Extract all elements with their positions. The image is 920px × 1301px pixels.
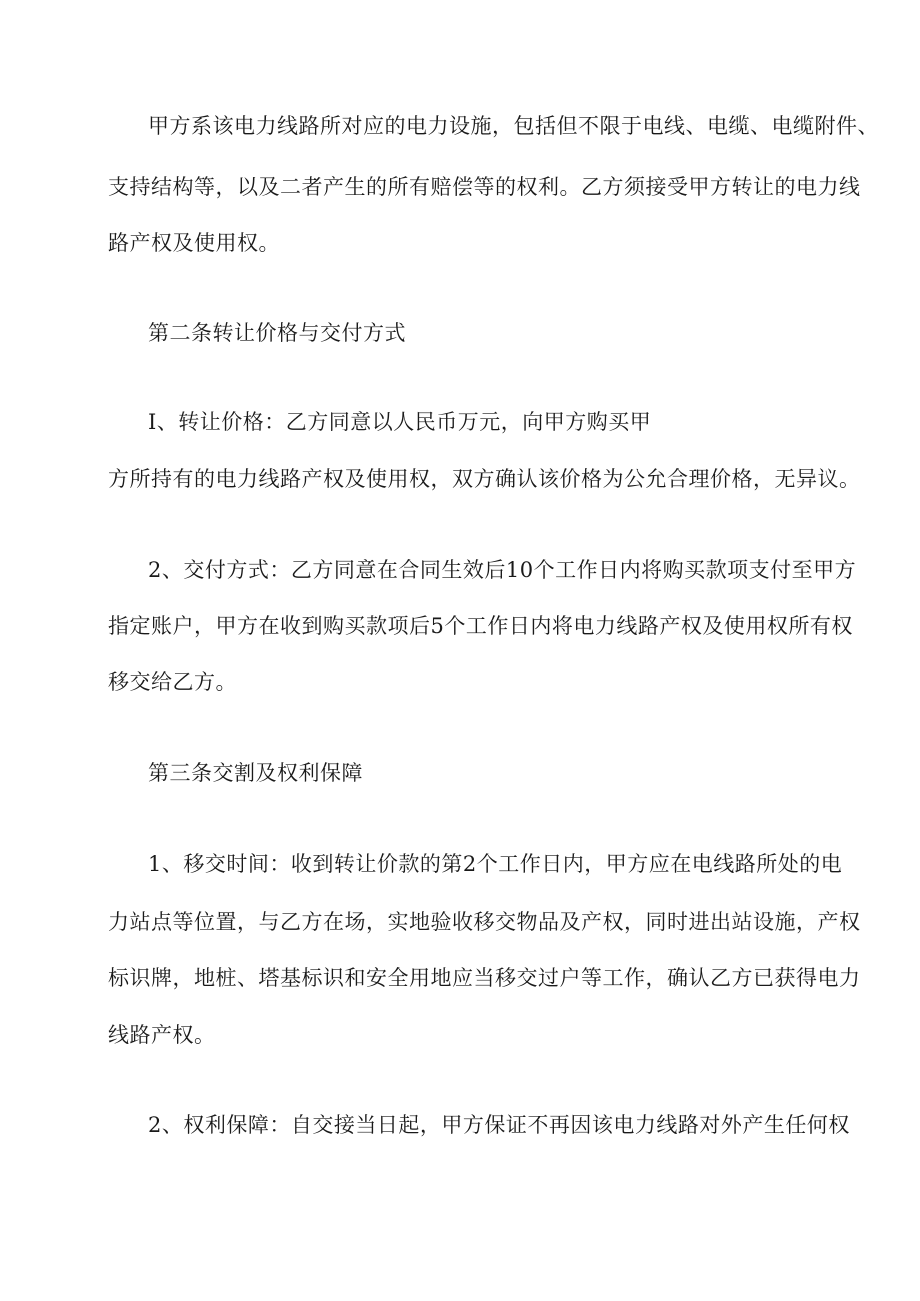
paragraph-4-line-3: 标识牌，地桩、塔基标识和安全用地应当移交过户等工作，确认乙方已获得电力 <box>108 966 861 990</box>
paragraph-2-line-2: 方所持有的电力线路产权及使用权，双方确认该价格为公允合理价格，无异议。 <box>108 467 861 491</box>
paragraph-4-line-1: 1、移交时间：收到转让价款的第2个工作日内，甲方应在电线路所处的电 <box>148 852 843 876</box>
section-heading-article-3: 第三条交割及权利保障 <box>148 761 363 785</box>
paragraph-3-line-3: 移交给乙方。 <box>108 670 237 694</box>
section-heading-article-2: 第二条转让价格与交付方式 <box>148 321 406 345</box>
paragraph-1-line-1: 甲方系该电力线路所对应的电力设施，包括但不限于电线、电缆、电缆附件、 <box>148 114 879 138</box>
paragraph-1-line-2: 支持结构等，以及二者产生的所有赔偿等的权利。乙方须接受甲方转让的电力线 <box>108 175 861 199</box>
paragraph-3-line-2: 指定账户，甲方在收到购买款项后5个工作日内将电力线路产权及使用权所有权 <box>108 614 853 638</box>
paragraph-4-line-4: 线路产权。 <box>108 1023 216 1047</box>
paragraph-3-line-1: 2、交付方式：乙方同意在合同生效后10个工作日内将购买款项支付至甲方 <box>148 558 857 582</box>
paragraph-4-line-2: 力站点等位置，与乙方在场，实地验收移交物品及产权，同时进出站设施，产权 <box>108 910 861 934</box>
paragraph-2-line-1: I、转让价格：乙方同意以人民币万元，向甲方购买甲 <box>148 410 652 434</box>
paragraph-1-line-3: 路产权及使用权。 <box>108 231 280 255</box>
paragraph-5-line-1: 2、权利保障：自交接当日起，甲方保证不再因该电力线路对外产生任何权 <box>148 1113 850 1137</box>
